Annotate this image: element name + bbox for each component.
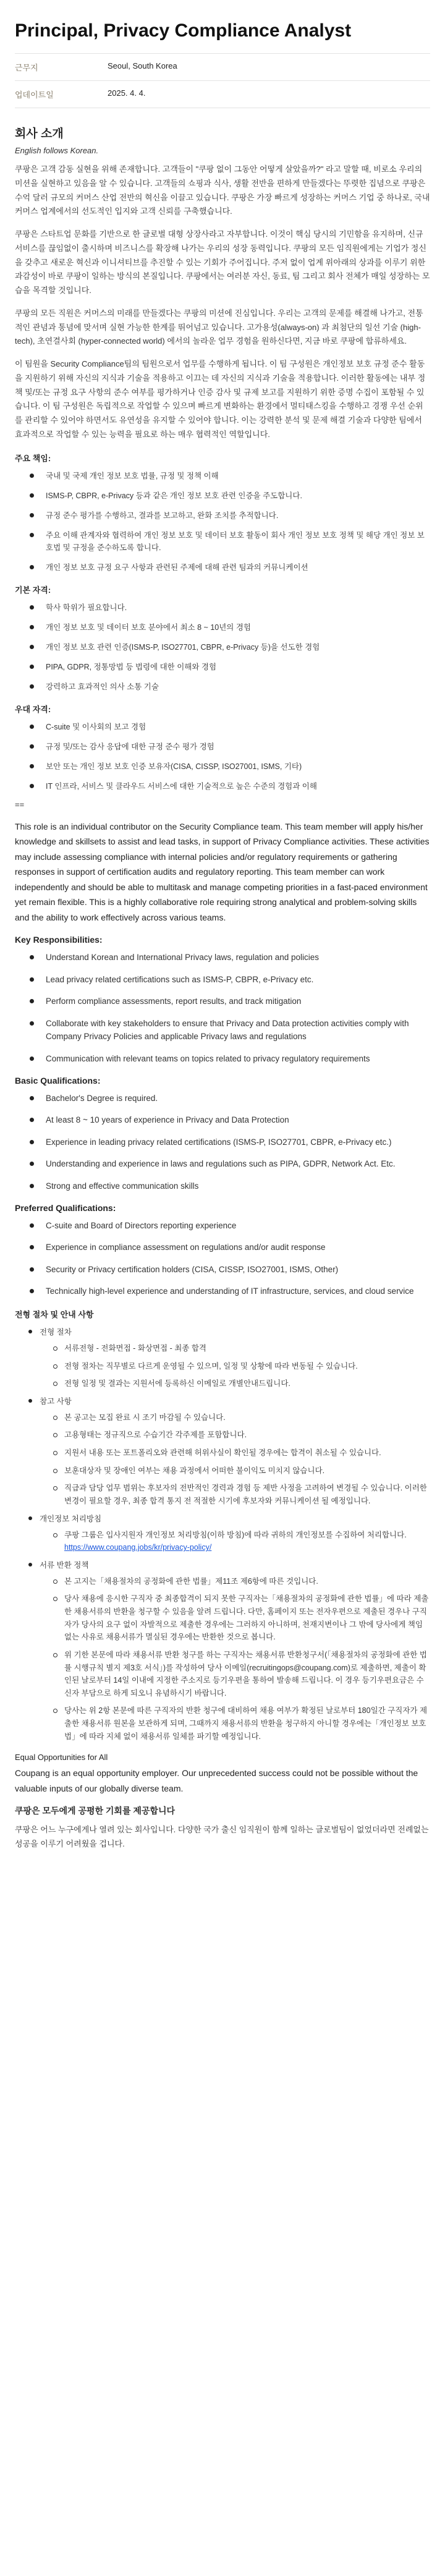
en-responsibilities-label: Key Responsibilities: — [15, 935, 103, 945]
language-note: English follows Korean. — [15, 146, 99, 155]
list-item: Security or Privacy certification holders (CISA, CISSP, ISO27001, ISMS, Other) — [30, 1263, 430, 1277]
process-subitem: 본 고지는「채용절차의 공정화에 관한 법률」제11조 제6항에 따른 것입니다. — [53, 1575, 430, 1588]
ko-basic-label: 기본 자격: — [15, 585, 51, 595]
eoe-title: Equal Opportunities for All — [15, 1753, 108, 1762]
en-preferred-label: Preferred Qualifications: — [15, 1202, 116, 1213]
list-item: Experience in leading privacy related certifications (ISMS-P, ISO27701, CBPR, e-Privacy etc.) — [30, 1136, 430, 1149]
process-item-title: 참고 사항 — [40, 1396, 72, 1406]
about-heading: 회사 소개 — [15, 127, 64, 140]
list-item: Experience in compliance assessment on regulations and/or audit response — [30, 1241, 430, 1254]
about-paragraph: 쿠팡은 스타트업 문화를 기반으로 한 글로벌 대형 상장사라고 자부합니다. 이것이 핵심 당시의 기민함을 유지하며, 신규 서비스를 끊임없이 출시하며 비즈니스를 확장해 나가는 우리의 성장 동력입니다. 쿠팡의 모든 임직원에게는 기업가 정신을 갖추고 새로운 혁신과 이니셔티브를 추진할 수 있는 기회가 주어집니다. 주저 없이 업계 위아래의 상과를 이루기 위한 과감성이 바로 쿠팡이 일하는 방식의 본질입니다. 쿠팡에서는 여러분 자신, 동료, 팀 그리고 회사 전체가 매일 성장하는 모습을 목격할 것입니다. — [15, 229, 430, 295]
list-item: PIPA, GDPR, 정통망법 등 법령에 대한 이해와 경험 — [30, 661, 430, 673]
process-subitem: 전형 절차는 직무별로 다르게 운영될 수 있으며, 일정 및 상황에 따라 변동될 수 있습니다. — [53, 1360, 430, 1373]
list-item: 개인 정보 보호 규정 요구 사항과 관련된 주제에 대해 관련 팀과의 커뮤니케이션 — [30, 561, 430, 574]
process-subitem: 위 기한 본문에 따라 채용서류 반환 청구를 하는 구직자는 채용서류 반환청구서(「채용절차의 공정화에 관한 법률 시행규칙 별지 제3호 서식」)를 작성하여 당사 이메일(recruitingops@coupang.com)로 제출하면, 제출이 확인된 날로부터 14일 이내에 지정한 주소지로 등기우편을 통하여 발송해 드립니다. 이 경우 등기우편요금은 수신자 부담으로 하게 되오니 유념하시기 바랍니다. — [53, 1649, 430, 1700]
en-basic-list — [15, 1092, 430, 1193]
process-subitem: 전형 일정 및 결과는 지원서에 등록하신 이메일로 개별안내드립니다. — [53, 1377, 430, 1390]
process-sublist — [40, 1529, 430, 1554]
job-meta — [15, 53, 430, 108]
list-item: ISMS-P, CBPR, e-Privacy 등과 같은 개인 정보 보호 관련 인증을 주도합니다. — [30, 490, 430, 502]
process-subitem: 서류전형 - 전화면접 - 화상면접 - 최종 합격 — [53, 1342, 430, 1355]
list-item: 개인 정보 보호 및 데이터 보호 분야에서 최소 8 ~ 10년의 경험 — [30, 621, 430, 634]
list-item: At least 8 ~ 10 years of experience in Privacy and Data Protection — [30, 1113, 430, 1127]
ko-preferred-list — [15, 721, 430, 793]
process-item — [28, 1513, 430, 1554]
eoe-text: Coupang is an equal opportunity employer. Our unprecedented success could not be possible without the valuable inputs of our globally diverse team. — [15, 1768, 418, 1793]
process-subitem: 당사 채용에 응시한 구직자 중 최종합격이 되지 못한 구직자는「채용절차의 공정화에 관한 법률」에 따라 제출한 채용서류의 반환을 청구할 수 있음을 알려 드립니다. 다만, 홈페이지 또는 전자우편으로 제출된 경우나 구직자가 당사의 요구 없이 자발적으로 제출한 경우에는 그러하지 아니하며, 천재지변이나 그 밖에 당사에게 책임 없는 사유로 채용서류가 멸실된 경우에는 반환한 것으로 봅니다. — [53, 1592, 430, 1644]
meta-key: 근무지 — [15, 63, 38, 72]
privacy-policy-link[interactable]: https://www.coupang.jobs/kr/privacy-policy/ — [64, 1543, 212, 1552]
separator: == — [15, 799, 25, 809]
process-subitem: 당사는 위 2항 본문에 따른 구직자의 반환 청구에 대비하여 채용 여부가 확정된 날로부터 180일간 구직자가 제출한 채용서류 원본을 보관하게 되며, 그때까지 채용서류의 반환을 청구하지 아니할 경우에는「개인정보 보호법」에 따라 지체 없이 채용서류 일체를 파기할 예정입니다. — [53, 1704, 430, 1743]
list-item: C-suite and Board of Directors reporting experience — [30, 1219, 430, 1233]
list-item: C-suite 및 이사회의 보고 경험 — [30, 721, 430, 733]
list-item: 규정 준수 평가를 수행하고, 결과를 보고하고, 완화 조치를 추적합니다. — [30, 509, 430, 522]
en-preferred-list — [15, 1219, 430, 1298]
list-item: Technically high-level experience and understanding of IT infrastructure, services, and cloud service — [30, 1285, 430, 1298]
process-list — [15, 1326, 430, 1743]
process-subitem: 고용형태는 정규직으로 수습기간 각주제를 포함합니다. — [53, 1429, 430, 1442]
list-item: Lead privacy related certifications such as ISMS-P, CBPR, e-Privacy etc. — [30, 973, 430, 987]
list-item: Understanding and experience in laws and regulations such as PIPA, GDPR, Network Act. Etc. — [30, 1157, 430, 1171]
process-item-title: 전형 절차 — [40, 1327, 72, 1337]
list-item: Strong and effective communication skills — [30, 1180, 430, 1193]
process-item-title: 서류 반환 정책 — [40, 1560, 89, 1570]
about-paragraph: 쿠팡의 모든 직원은 커머스의 미래를 만들겠다는 쿠팡의 미션에 진심입니다. 우리는 고객의 문제를 해결해 나가고, 전통적인 관념과 통념에 맞서며 실현 가능한 한계를 뛰어넘고 있습니다. 고가용성(always-on) 과 최첨단의 일선 기술 (high-tech), 초연결사회 (hyper-connected world) 에서의 놀라운 업무 경험을 원하신다면, 지금 바로 쿠팡에 합류하세요. — [15, 308, 423, 346]
about-paragraph: 쿠팡은 고객 감동 실현을 위해 존재합니다. 고객들이 "쿠팡 없이 그동안 어떻게 살았을까?" 라고 말할 때, 비로소 우리의 미션을 실현하고 있음을 알 수 있습니다. 고객들의 쇼핑과 식사, 생활 전반을 편하게 만들겠다는 뚜렷한 집념으로 쿠팡은 수억 달러 규모의 커머스 산업 전반의 혁신을 이끌고 있습니다. 쿠팡은 가장 빠르게 성장하는 커머스 기업 중 하나로, 국내 커머스 업계에서의 선도적인 입지와 고객 신뢰를 구축했습니다. — [15, 164, 430, 216]
list-item: 주요 이해 관계자와 협력하여 개인 정보 보호 및 데이터 보호 활동이 회사 개인 정보 보호 정책 및 해당 개인 정보 보호법 및 규정을 준수하도록 합니다. — [30, 529, 430, 554]
ko-responsibilities-list — [15, 470, 430, 574]
list-item: IT 인프라, 서비스 및 클라우드 서비스에 대한 기술적으로 높은 수준의 경험과 이해 — [30, 780, 430, 793]
ko-preferred-label: 우대 자격: — [15, 704, 51, 714]
process-item — [28, 1395, 430, 1508]
list-item: Communication with relevant teams on topics related to privacy regulatory requirements — [30, 1052, 430, 1066]
closing-text: 쿠팡은 어느 누구에게나 열려 있는 회사입니다. 다양한 국가 출신 임직원이 함께 일하는 글로벌팀이 없었더라면 전례없는 성공을 이루기 어려웠을 겁니다. — [15, 1825, 429, 1849]
process-sublist — [40, 1575, 430, 1743]
process-item — [28, 1559, 430, 1743]
closing-heading: 쿠팡은 모두에게 공평한 기회를 제공합니다 — [15, 1806, 175, 1816]
process-label: 전형 절차 및 안내 사항 — [15, 1309, 94, 1319]
list-item: Understand Korean and International Privacy laws, regulation and policies — [30, 951, 430, 964]
en-basic-label: Basic Qualifications: — [15, 1075, 101, 1086]
en-intro: This role is an individual contributor on the Security Compliance team. This team member will apply his/her knowledge and skillsets to assist and lead tasks, in support of Privacy Compliance activities. These activities may include assessing compliance with internal policies and/or regulatory requirements or gathering responses in support of certification audits and regulatory reporting. This team member can work independently and should be able to multitask and manage competing priorities in a fast-paced environment yet remain flexible. This is a highly collaborative role requiring strong analytical and problem-solving skills and the ability to work effectively across various teams. — [15, 821, 430, 922]
meta-value: 2025. 4. 4. — [108, 88, 146, 98]
ko-responsibilities-label: 주요 책임: — [15, 453, 51, 463]
list-item: 규정 및/또는 감사 응답에 대한 규정 준수 평가 경험 — [30, 741, 430, 753]
about-paragraph: 이 팀원을 Security Compliance팀의 팀원으로서 업무를 수행하게 됩니다. 이 팀 구성원은 개인정보 보호 규정 준수 활동을 지원하기 위해 자신의 지식과 기술을 적용하고 이끄는 데 자신의 지식과 기술을 적용합니다. 이러한 활동에는 내부 정책 및/또는 규정 요구 사항의 준수 여부를 평가하거나 인증 감사 및 규제 보고를 지원하기 위한 증명 수집이 포함될 수 있습니다. 이 팀 구성원은 독립적으로 작업할 수 있으며 빠르게 변화하는 환경에서 멀티태스킹을 수행하고 경쟁 우선 순위를 관리할 수 있어야 하면서도 유연성을 유지할 수 있어야 합니다. 이는 강력한 분석 및 문제 해결 기술과 다양한 팀에서 효과적으로 작업할 수 있는 능력을 필요로 하는 매우 협력적인 역할입니다. — [15, 359, 426, 439]
process-subitem: 보훈대상자 및 장애인 여부는 채용 과정에서 어떠한 불이익도 미치지 않습니다. — [53, 1464, 430, 1477]
list-item: 국내 및 국제 개인 정보 보호 법률, 규정 및 정책 이해 — [30, 470, 430, 482]
process-subitem: 지원서 내용 또는 포트폴리오와 관련해 허위사실이 확인될 경우에는 합격이 취소될 수 있습니다. — [53, 1447, 430, 1460]
meta-key: 업데이트일 — [15, 90, 54, 100]
process-subitem — [53, 1529, 430, 1554]
ko-basic-list — [15, 601, 430, 693]
list-item: 강력하고 효과적인 의사 소통 기술 — [30, 681, 430, 693]
process-item — [28, 1326, 430, 1390]
process-subitem: 직급과 담당 업무 범위는 후보자의 전반적인 경력과 경험 등 제반 사정을 고려하여 변경될 수 있습니다. 이러한 변경이 필요할 경우, 최종 합격 통지 전 적절한 시기에 후보자와 커뮤니케이션 될 예정입니다. — [53, 1482, 430, 1507]
list-item: Collaborate with key stakeholders to ensure that Privacy and Data protection activities comply with Company Privacy Policies and applicable Privacy laws and regulations — [30, 1017, 430, 1044]
en-responsibilities-list — [15, 951, 430, 1066]
process-item-title: 개인정보 처리방침 — [40, 1514, 102, 1523]
list-item: 학사 학위가 필요합니다. — [30, 601, 430, 614]
page-title: Principal, Privacy Compliance Analyst — [15, 20, 352, 41]
process-sublist — [40, 1342, 430, 1390]
list-item: 개인 정보 보호 관련 인증(ISMS-P, ISO27701, CBPR, e-Privacy 등)을 선도한 경험 — [30, 641, 430, 653]
list-item: 보안 또는 개인 정보 보호 인증 보유자(CISA, CISSP, ISO27001, ISMS, 기타) — [30, 760, 430, 773]
meta-value: Seoul, South Korea — [108, 61, 177, 70]
meta-row-updated — [15, 81, 430, 108]
meta-row-location — [15, 54, 430, 81]
process-sublist — [40, 1411, 430, 1508]
process-subitem: 본 공고는 모집 완료 시 조기 마감될 수 있습니다. — [53, 1411, 430, 1424]
list-item: Perform compliance assessments, report results, and track mitigation — [30, 995, 430, 1008]
list-item: Bachelor's Degree is required. — [30, 1092, 430, 1105]
privacy-policy-text: 쿠팡 그룹은 입사지원자 개인정보 처리방침(이하 방침)에 따라 귀하의 개인정보를 수집하여 처리합니다. — [64, 1530, 407, 1539]
